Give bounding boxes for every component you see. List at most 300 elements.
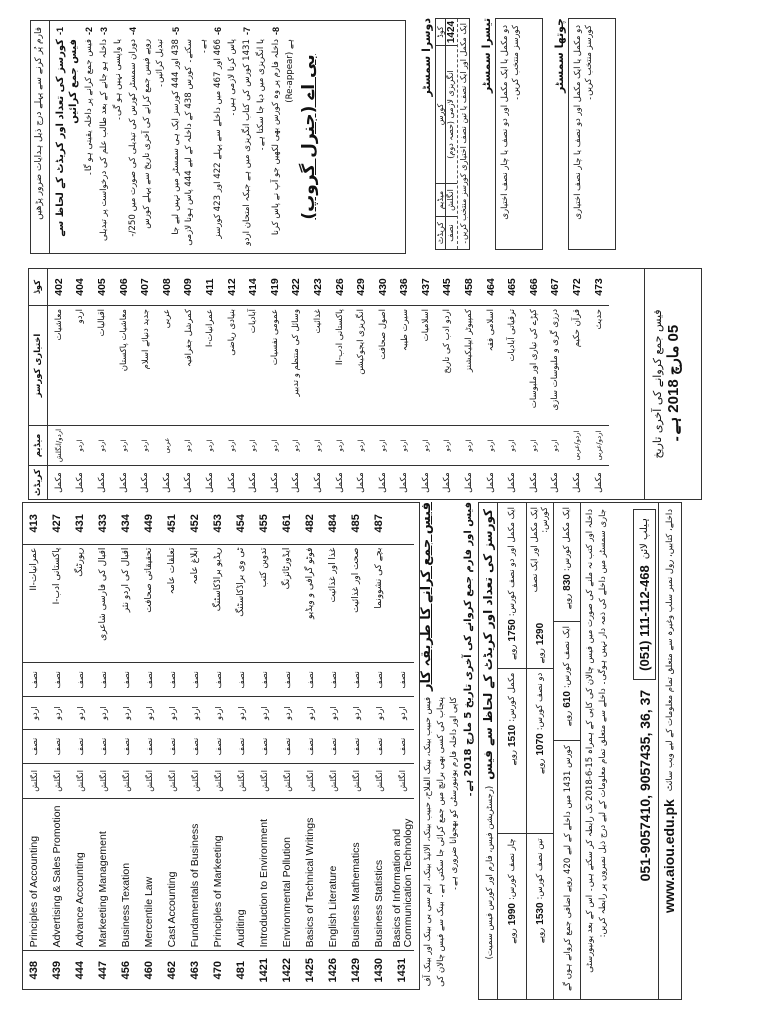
course-title: پاکستانی ادب-II: [329, 306, 351, 426]
en-course-name: Principles of Accounting: [23, 798, 46, 951]
instruction-text: دوران سمسٹر کورس کی تبدیلی کی صورت میں 250/- روپے فیس جمع کرانے کی آخری تاریخ سے پہلے کورس تبدیل کرائیں۔: [128, 39, 165, 237]
course-code: 429: [350, 269, 372, 306]
course-credit: مکمل: [507, 472, 518, 493]
deadline-label: فیس جمع کروانے کی آخری تاریخ: [651, 309, 664, 459]
course-title: عمومی نفسیات: [264, 306, 286, 426]
course-title: حدیث: [588, 306, 610, 426]
course-row: [113, 269, 135, 499]
course-credit: مکمل: [420, 472, 431, 493]
course-code: 407: [134, 269, 156, 306]
fee-unit: روپے: [535, 648, 546, 664]
ur-course-medium: اردو: [23, 697, 46, 730]
course-medium: اردو: [264, 425, 286, 465]
instruction-item: [127, 27, 168, 247]
course-title: معاشیات: [48, 306, 70, 426]
en-course-name: Basics of Information and Communication Technology: [391, 798, 414, 951]
instruction-item: [270, 27, 297, 247]
ur-course-credit: نصف: [46, 663, 69, 697]
en-course-name: Business Statistics: [368, 798, 391, 951]
course-code: 467: [545, 269, 567, 306]
en-course-code: 456: [115, 951, 138, 989]
en-course-credit: نصف: [23, 730, 46, 764]
fee-row: [527, 834, 553, 999]
course-row: [394, 269, 416, 499]
course-row: [92, 503, 115, 989]
course-medium: اردو: [501, 425, 523, 465]
en-course-medium: انگلش: [276, 763, 299, 798]
course-row: [391, 503, 414, 989]
en-course-credit: نصف: [368, 730, 391, 764]
course-title: اقبالیات: [91, 306, 113, 426]
instruction-item: [83, 27, 97, 247]
course-credit: مکمل: [442, 472, 453, 493]
instruction-item: [54, 27, 81, 247]
en-course-code: 462: [161, 951, 184, 989]
course-medium: اردو: [286, 425, 308, 465]
course-code: 445: [437, 269, 459, 306]
second-courses-table: [23, 503, 414, 989]
fee-label: ایک مکمل اور دو نصف کورس:: [507, 507, 517, 617]
course-row: [350, 269, 372, 499]
ur-course-code: 427: [51, 514, 63, 533]
ur-course-medium: اردو: [253, 697, 276, 730]
ur-course-code: 434: [120, 514, 132, 533]
en-course-name: Business Mathematics: [345, 798, 368, 951]
course-medium: اردو: [415, 425, 437, 465]
course-medium: اردو: [221, 425, 243, 465]
course-code: 404: [70, 269, 92, 306]
fee-label: دو نصف کورس:: [535, 672, 545, 731]
course-row: [230, 503, 253, 989]
en-course-code: 438: [23, 951, 46, 989]
course-row: [207, 503, 230, 989]
semester-4-box: [568, 18, 616, 250]
course-credit: مکمل: [550, 472, 561, 493]
course-row: [156, 269, 178, 499]
en-course-credit: نصف: [299, 730, 322, 764]
course-credit: مکمل: [204, 472, 215, 493]
en-course-medium: انگلش: [92, 763, 115, 798]
course-title: عربی: [156, 306, 178, 426]
course-title: اردو ادب کی تاریخ: [437, 306, 459, 426]
en-course-credit: نصف: [230, 730, 253, 764]
fee-deadline: فیس اور فارم جمع کروانے کی آخری تاریخ 5 مارچ 2018 ہے۔: [463, 502, 474, 798]
ur-course-medium: اردو: [322, 697, 345, 730]
en-course-medium: انگلش: [23, 763, 46, 798]
en-course-name: Basics of Technical Writings: [299, 798, 322, 951]
helpline-number: (051) 111-112-468: [637, 565, 652, 671]
en-course-code: 1422: [276, 951, 299, 989]
ur-course-title: ٹی وی براڈکاسٹنگ: [230, 544, 253, 663]
instruction-item: [98, 27, 125, 247]
fee-amount: 830: [561, 574, 573, 591]
ur-course-credit: نصف: [138, 663, 161, 697]
course-title: بنیادی ریاضی: [221, 306, 243, 426]
course-credit: مکمل: [291, 472, 302, 493]
course-medium: اردو/عربی: [566, 425, 588, 465]
course-title: کپڑے کی تیاری اور ملبوسات: [523, 306, 545, 426]
en-course-medium: انگلش: [184, 763, 207, 798]
ur-course-title: تدوین کتب: [253, 544, 276, 663]
en-course-name: Business Texation: [115, 798, 138, 951]
en-course-code: 1426: [322, 951, 345, 989]
en-course-name: Advertising & Sales Promotion: [46, 798, 69, 951]
ur-course-title: [391, 544, 414, 663]
en-course-credit: نصف: [276, 730, 299, 764]
ur-course-credit: نصف: [69, 663, 92, 697]
ur-course-code: 451: [166, 514, 178, 533]
course-title: غذائیت: [307, 306, 329, 426]
main-table-header-row: [29, 269, 48, 499]
instruction-number: 8-: [271, 27, 281, 36]
en-course-code: 460: [138, 951, 161, 989]
course-row: [264, 269, 286, 499]
en-course-medium: انگلش: [46, 763, 69, 798]
sem3-note: دو مکمل یا ایک مکمل اور دو نصف یا چار نصف اختیاری کورسز منتخب کریں۔: [500, 25, 521, 220]
course-medium: اردو: [372, 425, 394, 465]
ur-course-title: بچے کی نشوونما: [368, 544, 391, 663]
course-row: [115, 503, 138, 989]
fee-amount: 1510: [506, 724, 518, 748]
semester-4-title: چوتھا سمسٹر: [553, 18, 566, 93]
en-course-credit: نصف: [115, 730, 138, 764]
course-title: قرآن حکیم: [566, 306, 588, 426]
ur-course-code: 449: [143, 514, 155, 533]
fee-amount: 610: [561, 691, 573, 708]
course-title: اسلامی فقہ: [480, 306, 502, 426]
ur-course-credit: نصف: [115, 663, 138, 697]
en-course-name: Auditing: [230, 798, 253, 951]
ur-course-title: غذا اور غذائیت: [322, 544, 345, 663]
course-credit: مکمل: [356, 472, 367, 493]
ur-course-credit: نصف: [23, 663, 46, 697]
fee-row: [554, 503, 580, 622]
course-medium: اردو: [394, 425, 416, 465]
en-course-credit: نصف: [69, 730, 92, 764]
en-course-code: 470: [207, 951, 230, 989]
course-medium: اردو: [437, 425, 459, 465]
course-medium: اردو: [458, 425, 480, 465]
fee-unit: روپے: [562, 593, 573, 610]
course-medium: اردو/انگلش: [48, 425, 70, 465]
ur-course-code: 413: [28, 514, 40, 533]
course-medium: اردو: [523, 425, 545, 465]
fee-amount: 1530: [534, 902, 546, 925]
ur-course-medium: اردو: [161, 697, 184, 730]
ur-course-code: 453: [212, 514, 224, 533]
sem2-code: 1424: [446, 19, 457, 46]
course-row: [253, 503, 276, 989]
course-credit: مکمل: [312, 472, 323, 493]
ur-course-title: تعلقات عامہ: [161, 544, 184, 663]
late-note: داخلہ اور کتب نہ ملنے کی صورت میں فیس چالان کی کاپی کے ہمراہ 15-6-2018 تک رابطہ کر سکتے ہیں۔ اس کے بعد یونیورسٹی جاری سمسٹر میں داخلے کی ذمہ دار نہیں ہوگی۔ داخلے سے متعلق تمام معلومات کے لیے درج ذیل نمبروں پر رابطہ کریں:: [585, 509, 608, 973]
en-course-code: 439: [46, 951, 69, 989]
course-row: [588, 269, 610, 499]
course-credit: مکمل: [183, 472, 194, 493]
sem2-credit: نصف: [446, 224, 455, 242]
course-row: [307, 269, 329, 499]
en-course-medium: انگلش: [391, 763, 414, 798]
semester-3-box: [495, 18, 543, 250]
fee-table-note: (رجسٹریشن فیس، فارم اور کورس فیس سمیت): [485, 785, 495, 960]
course-title: سیرت طیبہ: [394, 306, 416, 426]
course-code: 423: [307, 269, 329, 306]
en-course-credit: نصف: [207, 730, 230, 764]
fee-section: [420, 502, 760, 1000]
fee-label: ایک مکمل کورس:: [562, 507, 572, 572]
course-medium: اردو: [91, 425, 113, 465]
ur-course-credit: نصف: [230, 663, 253, 697]
ur-course-medium: اردو: [391, 697, 414, 730]
fee-amount: 1750: [506, 619, 518, 642]
en-course-credit: نصف: [322, 730, 345, 764]
helpline-box: [633, 509, 656, 680]
ur-course-code: 431: [74, 514, 86, 533]
ur-course-credit: نصف: [391, 663, 414, 697]
ur-course-title: اقبال کی فارسی شاعری: [92, 544, 115, 663]
course-credit: مکمل: [226, 472, 237, 493]
header-code: کوڈ: [29, 269, 48, 306]
course-medium: اردو: [70, 425, 92, 465]
course-credit: مکمل: [248, 472, 259, 493]
course-credit: مکمل: [269, 472, 280, 493]
ur-course-code: 485: [350, 514, 362, 533]
ur-course-title: ایڈورٹائزنگ: [276, 544, 299, 663]
course-code: 406: [113, 269, 135, 306]
course-code: 437: [415, 269, 437, 306]
course-credit: مکمل: [464, 472, 475, 493]
course-credit: مکمل: [75, 472, 86, 493]
header-credit: کریڈٹ: [29, 466, 48, 499]
ur-course-code: 452: [189, 514, 201, 533]
course-credit: مکمل: [593, 472, 604, 493]
course-code: 473: [588, 269, 610, 306]
en-course-code: 1425: [299, 951, 322, 989]
fee-amount: 1990: [506, 903, 518, 926]
en-course-name: Advance Accounting: [69, 798, 92, 951]
course-row: [286, 269, 308, 499]
sem2-header-medium: میڈیم: [436, 184, 445, 217]
course-medium: اردو: [134, 425, 156, 465]
course-title: اردو: [70, 306, 92, 426]
instruction-number: 3-: [99, 27, 109, 36]
instruction-number: 4-: [128, 27, 138, 36]
sem4-note: دو مکمل یا ایک مکمل اور دو نصف یا چار نصف اختیاری کورسز منتخب کریں۔: [573, 25, 594, 220]
course-credit: مکمل: [572, 472, 583, 493]
course-title: وسائل کی منتظم و تدبیر: [286, 306, 308, 426]
course-code: 436: [394, 269, 416, 306]
en-course-credit: نصف: [184, 730, 207, 764]
en-course-credit: نصف: [138, 730, 161, 764]
en-course-credit: نصف: [345, 730, 368, 764]
fee-label: مکمل کورس:: [507, 672, 517, 722]
instruction-item: [241, 27, 268, 247]
ur-course-title: صحت اور غذائیت: [345, 544, 368, 663]
instructions-list: [54, 27, 298, 247]
en-course-credit: نصف: [253, 730, 276, 764]
fee-label: ایک نصف کورس:: [562, 626, 572, 689]
course-credit: مکمل: [96, 472, 107, 493]
instruction-text: 1431 کورس کی کتاب انگریزی میں ہے جبکہ امتحان اردو یا انگریزی میں دیا جا سکتا ہے۔: [242, 39, 266, 246]
ur-course-code: 433: [97, 514, 109, 533]
sem2-header-course: کورس: [436, 46, 445, 184]
ur-course-medium: اردو: [92, 697, 115, 730]
en-course-name: Mercentile Law: [138, 798, 161, 951]
course-medium: اردو: [178, 425, 200, 465]
course-credit: مکمل: [118, 472, 129, 493]
instruction-text: داخلہ ہو جانے کے بعد طالب علم کی درخواست پر تبدیلی یا واپسی نہیں ہو گی۔: [99, 39, 123, 241]
ur-course-medium: اردو: [368, 697, 391, 730]
en-course-medium: انگلش: [299, 763, 322, 798]
course-credit: مکمل: [53, 472, 64, 493]
fee-unit: روپے: [507, 644, 518, 661]
ur-course-title: پاکستانی ادب-I: [46, 544, 69, 663]
course-code: 405: [91, 269, 113, 306]
course-row: [69, 503, 92, 989]
instruction-number: 2-: [83, 27, 94, 36]
en-course-name: Markeeting Management: [92, 798, 115, 951]
instruction-text: 438 اور 444 کورسز ایک ہی سمسٹر میں نہیں لیے جا سکتے۔ کورس 438 کے داخلہ کے لیے 444 پاس ہونا لازمی ہے۔: [170, 39, 208, 246]
course-row: [523, 269, 545, 499]
fee-row: [554, 622, 580, 741]
fee-label: ایک مکمل اور ایک نصف کورس:: [530, 507, 550, 593]
course-code: 430: [372, 269, 394, 306]
instruction-number: 5-: [170, 27, 181, 36]
ur-course-credit: نصف: [322, 663, 345, 697]
website-note: داخلے، کتابیں، رول نمبر سلپ وغیرہ سے متعلق تمام معلومات کے لیے ویب سائٹ: [664, 509, 675, 792]
en-course-medium: انگلش: [322, 763, 345, 798]
fee-unit: روپے: [562, 710, 573, 727]
course-medium: اردو/عربی: [588, 425, 610, 465]
semester-3-title: تیسرا سمسٹر: [480, 18, 493, 93]
instruction-number: 1-: [54, 27, 65, 36]
ur-course-medium: اردو: [230, 697, 253, 730]
website-link[interactable]: www.aiou.edu.pk: [661, 799, 677, 913]
ur-course-title: ریڈیو براڈکاسٹنگ: [207, 544, 230, 663]
en-course-code: 444: [69, 951, 92, 989]
course-credit: مکمل: [140, 472, 151, 493]
course-title: درزی گری و ملبوسات سازی: [545, 306, 567, 426]
course-row: [566, 269, 588, 499]
phone-numbers: 051-9057410, 9057435, 36, 37: [636, 689, 653, 882]
course-code: 409: [178, 269, 200, 306]
course-row: [322, 503, 345, 989]
ur-course-title: اقبال کی اردو نثر: [115, 544, 138, 663]
fee-table-heading: کورسز کی تعداد اور کریڈٹ کے لحاظ سے فیس: [481, 509, 495, 780]
course-row: [70, 269, 92, 499]
ur-course-medium: اردو: [69, 697, 92, 730]
course-title: آبادیات: [242, 306, 264, 426]
course-credit: مکمل: [528, 472, 539, 493]
course-code: 422: [286, 269, 308, 306]
course-row: [242, 269, 264, 499]
course-row: [91, 269, 113, 499]
en-course-medium: انگلش: [207, 763, 230, 798]
course-row: [299, 503, 322, 989]
fee-amount: 1290: [534, 622, 546, 646]
ur-course-medium: اردو: [138, 697, 161, 730]
ur-course-title: فوٹو گرافی و ویڈیو: [299, 544, 322, 663]
ur-course-credit: نصف: [368, 663, 391, 697]
course-code: 414: [242, 269, 264, 306]
course-code: 408: [156, 269, 178, 306]
sem2-medium: انگلش: [446, 184, 457, 217]
instruction-item: [212, 27, 239, 247]
en-course-credit: نصف: [161, 730, 184, 764]
course-row: [437, 269, 459, 499]
semesters-column: [420, 18, 760, 250]
ur-course-credit: نصف: [92, 663, 115, 697]
course-row: [134, 269, 156, 499]
instruction-text: فیس جمع کرانے پر داخلہ یقینی ہو گا۔: [83, 39, 94, 177]
deadline-box: [644, 269, 701, 499]
course-medium: اردو: [199, 425, 221, 465]
en-course-medium: انگلش: [115, 763, 138, 798]
ur-course-credit: نصف: [253, 663, 276, 697]
fee-label: کورس 1431 میں داخلے کے لیے 420 روپے اضافی جمع کروانے ہوں گے: [562, 745, 573, 991]
fee-unit: روپے: [535, 758, 546, 775]
fee-row: [527, 669, 553, 835]
course-title: جدید دنیائے اسلام: [134, 306, 156, 426]
en-course-name: Environmental Pollution: [276, 798, 299, 951]
fee-heading: فیس جمع کرانے کا طریقہ کار: [419, 502, 434, 691]
course-row: [329, 269, 351, 499]
course-code: 466: [523, 269, 545, 306]
en-course-credit: نصف: [46, 730, 69, 764]
instruction-text: داخلہ فارم پر وہ کورس بھی لکھیں جو آپ نے پاس کرنا ہے (Re-appear): [271, 39, 295, 236]
ur-course-medium: اردو: [46, 697, 69, 730]
program-title: بی اے (جنرل گروپ): [299, 54, 319, 220]
en-course-name: Cast Accounting: [161, 798, 184, 951]
course-code: 402: [48, 269, 70, 306]
ur-course-medium: اردو: [184, 697, 207, 730]
course-title: اسلامیات: [415, 306, 437, 426]
course-code: 458: [458, 269, 480, 306]
course-medium: اردو: [307, 425, 329, 465]
course-code: 465: [501, 269, 523, 306]
en-course-name: Introduction to Environment: [253, 798, 276, 951]
course-row: [501, 269, 523, 499]
fee-unit: روپے: [535, 927, 546, 944]
course-title: معاشیات پاکستان: [113, 306, 135, 426]
en-course-code: 1431: [391, 951, 414, 989]
ur-course-credit: نصف: [299, 663, 322, 697]
course-title: اصول صحافت: [372, 306, 394, 426]
en-course-code: 1429: [345, 951, 368, 989]
second-courses-table-box: [22, 502, 420, 990]
en-course-name: Fundamentals of Business: [184, 798, 207, 951]
course-code: 412: [221, 269, 243, 306]
fee-amount: 1070: [534, 733, 546, 756]
course-title: انگریزی ایجوکیشن: [350, 306, 372, 426]
instruction-item: [170, 27, 211, 247]
course-row: [178, 269, 200, 499]
course-row: [199, 269, 221, 499]
en-course-code: 447: [92, 951, 115, 989]
en-course-credit: نصف: [92, 730, 115, 764]
fee-row: [498, 503, 526, 669]
en-course-code: 481: [230, 951, 253, 989]
en-course-code: 463: [184, 951, 207, 989]
en-course-medium: انگلش: [345, 763, 368, 798]
course-code: 464: [480, 269, 502, 306]
fee-row: [498, 834, 526, 999]
en-course-medium: انگلش: [368, 763, 391, 798]
ur-course-medium: اردو: [207, 697, 230, 730]
instruction-text: کورسز کی تعداد اور کریڈٹ کے لحاظ سے فیس جمع کرائیں: [54, 39, 79, 237]
course-title: ترقیاتی آبادیات: [501, 306, 523, 426]
fee-label: تین نصف کورس:: [535, 838, 545, 900]
